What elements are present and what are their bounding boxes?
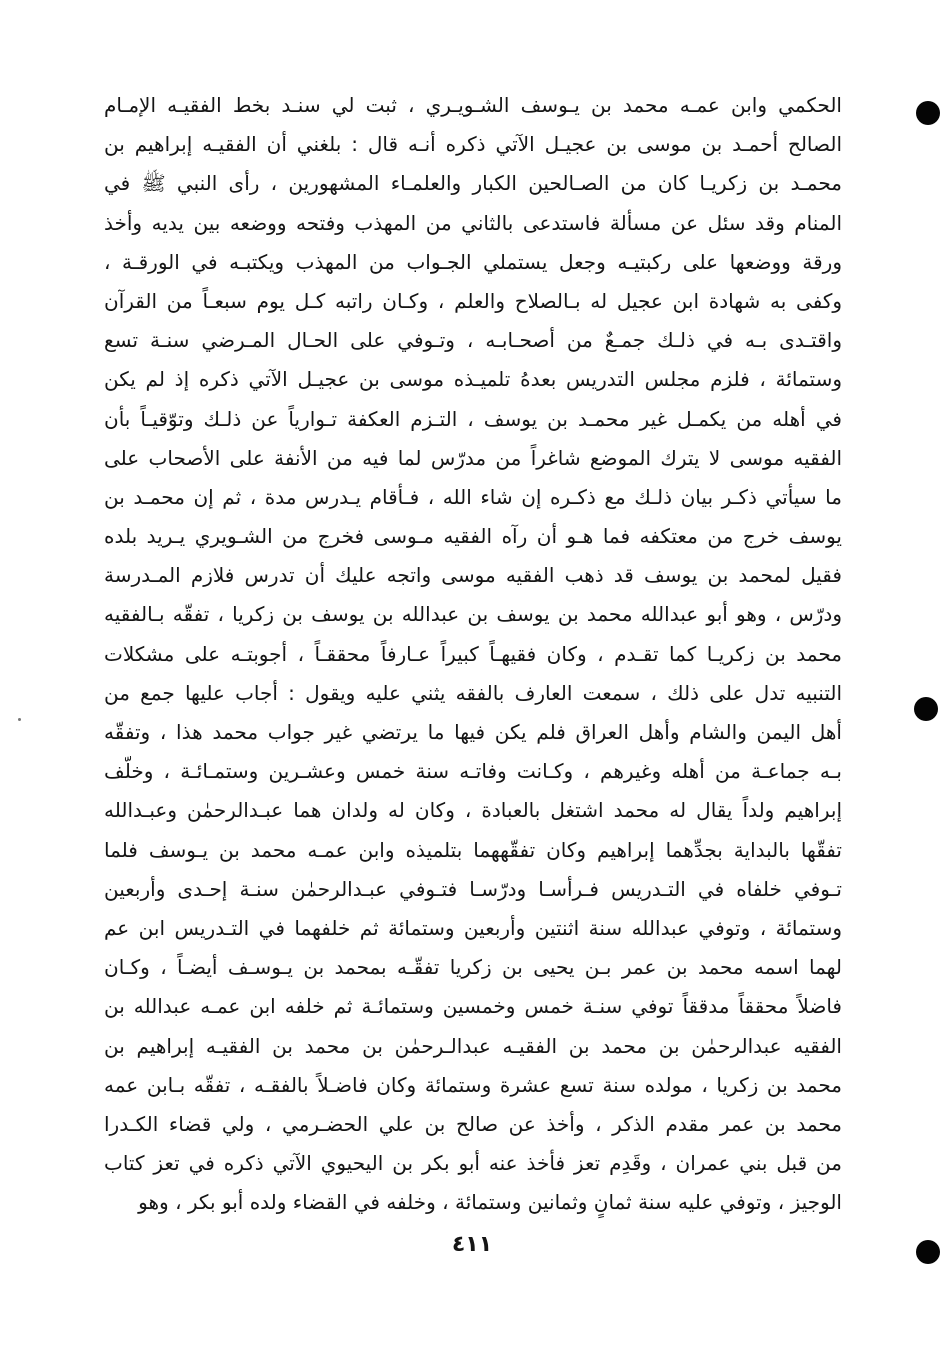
binding-hole-middle: [914, 697, 938, 721]
text-line: في أهله من يكمـل غير محمـد بن يوسف ، التـزم العكفة تـوارياً عن ذلـك وتوّقيـاً بأن: [104, 406, 842, 431]
text-line: إبراهيم ولداً يقال له محمد اشتغل بالعبادة ، وكان له ولدان هما عبـدالرحمٰن وعبـدالله: [104, 798, 842, 823]
text-line: الفقيه عبدالرحمٰن بن محمد بن الفقيـه عبدالـرحمٰن بن محمد بن الفقيـه إبراهيم بن: [104, 1033, 842, 1058]
text-line: الحكمي وابن عمـه محمد بن يـوسف الشـويـري ، ثبت لي سنـد بخط الفقيـه الإمـام: [104, 93, 842, 117]
text-line: واقتـدى بـه في ذلـك جمـعٌ من أصحـابـه ، وتـوفي على الحـال المـرضي سنـة تسع: [104, 328, 842, 353]
text-line: الصالح أحمـد بن موسى بن عجيـل الآتي ذكره أنـه قال : بلغني أن الفقيـه إبراهيم بن: [104, 132, 842, 157]
scan-speck: [18, 718, 21, 721]
text-line: الوجيز ، وتوفي عليه سنة ثمانٍ وثمانين وستمائة ، وخلفه في القضاء ولده أبو بكر ، وهو: [138, 1190, 842, 1215]
text-line: فقيل لمحمد بن يوسف قد ذهب الفقيه موسى واتجه عليك أن تدرس فلازم المـدرسة: [104, 563, 842, 588]
text-line: الفقيه موسى لا يترك الموضع شاغراً من مدرّس لما فيه من الأنفة على الأصحاب على: [104, 445, 842, 470]
text-line: ما سيأتي ذكـر بيان ذلـك مع ذكـره إن شاء الله ، فـأقام يـدرس مدة ، ثم إن محمـد بن: [104, 484, 842, 509]
text-line: تفقّها بالبداية بجدِّهما إبراهيم وكان تفقّههما بتلميذه وابن عمـه محمد بن يـوسف فلما: [104, 837, 842, 862]
text-line: محمد بن عمر مقدم الذكر ، وأخذ عن صالح بن علي الحضـرمي ، ولي قضاء الكـدرا: [104, 1111, 842, 1136]
text-line: أهل اليمن والشام وأهل العراق فلم يكن فيها ما يرتضي غير جواب محمد هذا ، وتفقّه: [104, 720, 842, 744]
text-line: بـه جماعـة من أهله وغيرهم ، وكـانت وفاتـه سنة خمس وعشـرين وستمـائـة ، وخلّف: [104, 759, 842, 784]
text-line: محمـد بن زكريـا كان من الصـالحين الكبار والعلمـاء المشهورين ، رأى النبي ﷺ في: [104, 171, 842, 196]
text-line: فاضلاً محققاً مدققاً توفي سنـة خمس وخمسين وستمائـة ثم خلفه ابن عمـه عبدالله بن: [104, 994, 842, 1019]
text-line: من قبل بني عمران ، وقَدِم تعز فأخذ عنه أبو بكر بن اليحيوي الآتي ذكره في تعز كتاب: [104, 1151, 842, 1176]
text-line: لهما اسمه محمد بن عمر بـن يحيى بن زكريا تفقّـه بمحمد بن يـوسـف أيضـاً ، وكـان: [104, 955, 842, 980]
text-line: يوسف خرج من معتكفه فما هـو أن رآه الفقيه مـوسى فخرج من الشـويري يـريد بلده: [104, 524, 842, 549]
body-text: [104, 86, 842, 1222]
text-line: وستمائة ، فلزم مجلس التدريس بعدهُ تلميـذه موسى بن عجيـل الآتي ذكره إذ لم يكن: [104, 367, 842, 392]
text-line: ودرّس ، وهو أبو عبدالله محمد بن يوسف بن عبدالله بن يوسف بن زكريا ، تفقّه بـالفقيه: [104, 602, 842, 627]
page-number: ٤١١: [451, 1232, 493, 1257]
text-line: التنبيه تدل على ذلك ، سمعت العارف بالفقه يثني عليه ويقول : أجاب عليها جمع من: [104, 680, 842, 705]
text-line: محمد بن زكريـا كما تقـدم ، وكان فقيهـاً كبيراً عـارفاً محققـاً ، أجوبتـه على مشكلات: [104, 641, 842, 666]
text-line: ورقة ووضعها على ركبتيـه وجعل يستملي الجـواب من المهذب ويكتبـه في الورقـة ،: [104, 249, 842, 274]
text-line: وكفى به شهادة ابن عجيل له بـالصلاح والعلم ، وكـان راتبه كـل يوم سبعـاً من القرآن: [104, 288, 842, 313]
text-line: تـوفي خلفاه في التـدريس فـرأسـا ودرّسـا فتـوفي عبـدالرحمٰن سنـة إحـدى وأربعين: [104, 876, 842, 901]
text-line: وستمائة ، وتوفي عبدالله سنة اثنتين وأربعين وستمائة ثم خلفهما في التـدريس ابن عم: [104, 915, 842, 940]
text-line: محمد بن زكريا ، مولده سنة تسع عشرة وستمائة وكان فاضـلاً بالفقـه ، تفقّه بـابن عمه: [104, 1072, 842, 1097]
binding-hole-top: [916, 101, 940, 125]
text-line: المنام وقد سئل عن مسألة فاستدعى بالثاني من المهذب وفتحه ووضعه بين يديه وأخذ: [104, 210, 842, 235]
